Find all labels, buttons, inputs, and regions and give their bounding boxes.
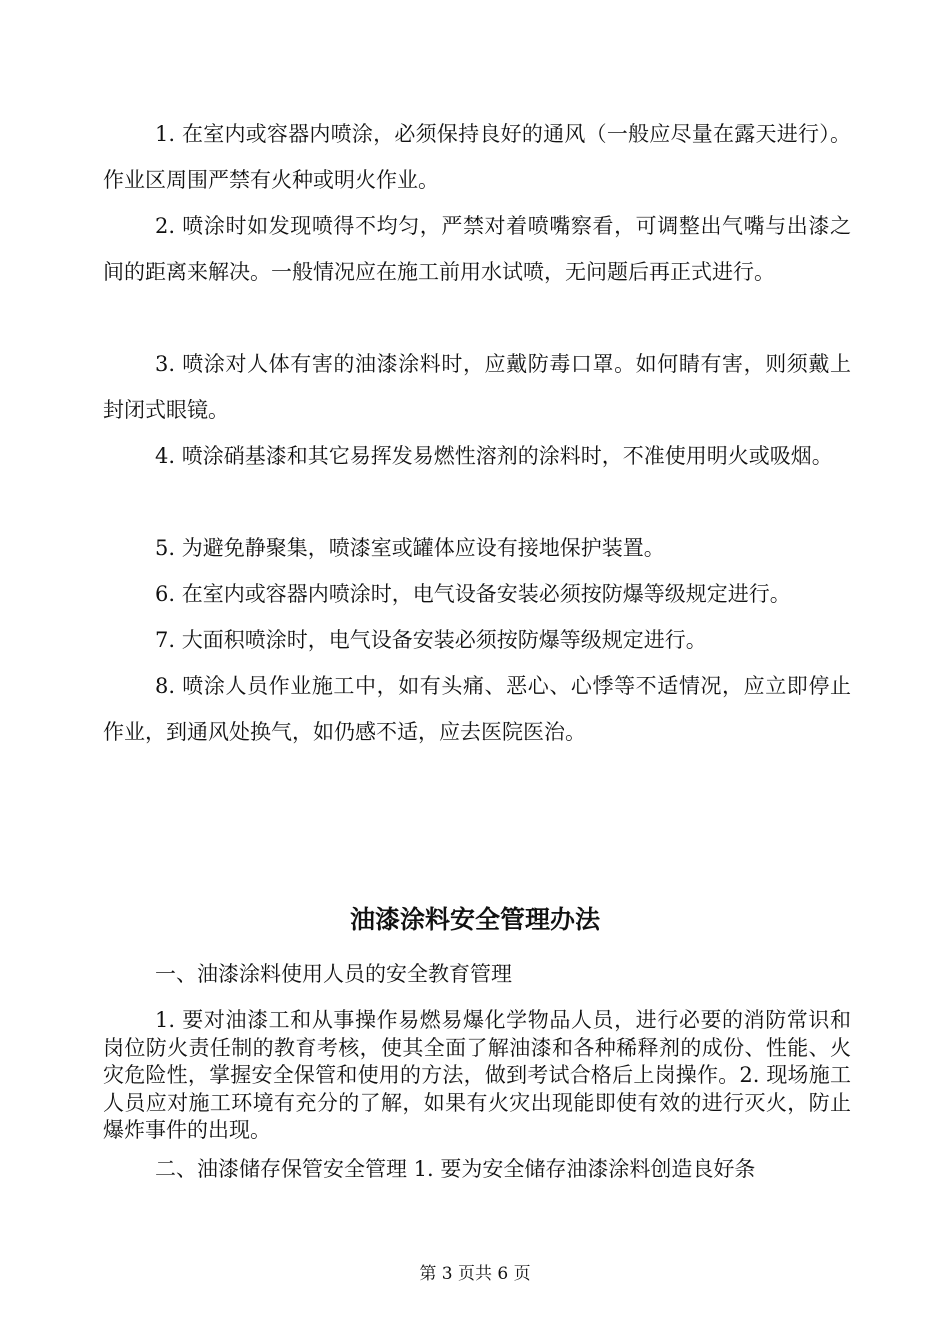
paragraph-rule-1: 1. 在室内或容器内喷涂，必须保持良好的通风（一般应尽量在露天进行）。作业区周围严禁有火种或明火作业。 bbox=[103, 122, 851, 192]
paragraph-rule-8: 8. 喷涂人员作业施工中，如有头痛、恶心、心悸等不适情况，应立即停止作业，到通风处换气，如仍感不适，应去医院医治。 bbox=[103, 674, 851, 744]
section-title: 油漆涂料安全管理办法 bbox=[349, 905, 600, 934]
page-footer: 第 3 页共 6 页 bbox=[419, 1264, 531, 1284]
paragraph-rule-4: 4. 喷涂硝基漆和其它易挥发易燃性溶剂的涂料时，不准使用明火或吸烟。 bbox=[155, 444, 833, 468]
paragraph-education: 1. 要对油漆工和从事操作易燃易爆化学物品人员，进行必要的消防常识和岗位防火责任制的教育考核，使其全面了解油漆和各种稀释剂的成份、性能、火灾危险性，掌握安全保管和使用的方法，做到考试合格后上岗操作。2. 现场施工人员应对施工环境有充分的了解，如果有火灾出现能即使有效的进行灭火，防止爆炸事件的出现。 bbox=[103, 1008, 851, 1142]
subheading-education: 一、油漆涂料使用人员的安全教育管理 bbox=[155, 962, 512, 986]
subheading-storage: 二、油漆储存保管安全管理 1. 要为安全储存油漆涂料创造良好条 bbox=[155, 1157, 756, 1181]
paragraph-rule-3: 3. 喷涂对人体有害的油漆涂料时，应戴防毒口罩。如何睛有害，则须戴上封闭式眼镜。 bbox=[103, 352, 851, 422]
paragraph-rule-2: 2. 喷涂时如发现喷得不均匀，严禁对着喷嘴察看，可调整出气嘴与出漆之间的距离来解决。一般情况应在施工前用水试喷，无问题后再正式进行。 bbox=[103, 214, 851, 284]
paragraph-rule-5: 5. 为避免静聚集，喷漆室或罐体应设有接地保护装置。 bbox=[155, 536, 665, 560]
paragraph-rule-7: 7. 大面积喷涂时，电气设备安装必须按防爆等级规定进行。 bbox=[155, 628, 707, 652]
paragraph-rule-6: 6. 在室内或容器内喷涂时，电气设备安装必须按防爆等级规定进行。 bbox=[155, 582, 791, 606]
